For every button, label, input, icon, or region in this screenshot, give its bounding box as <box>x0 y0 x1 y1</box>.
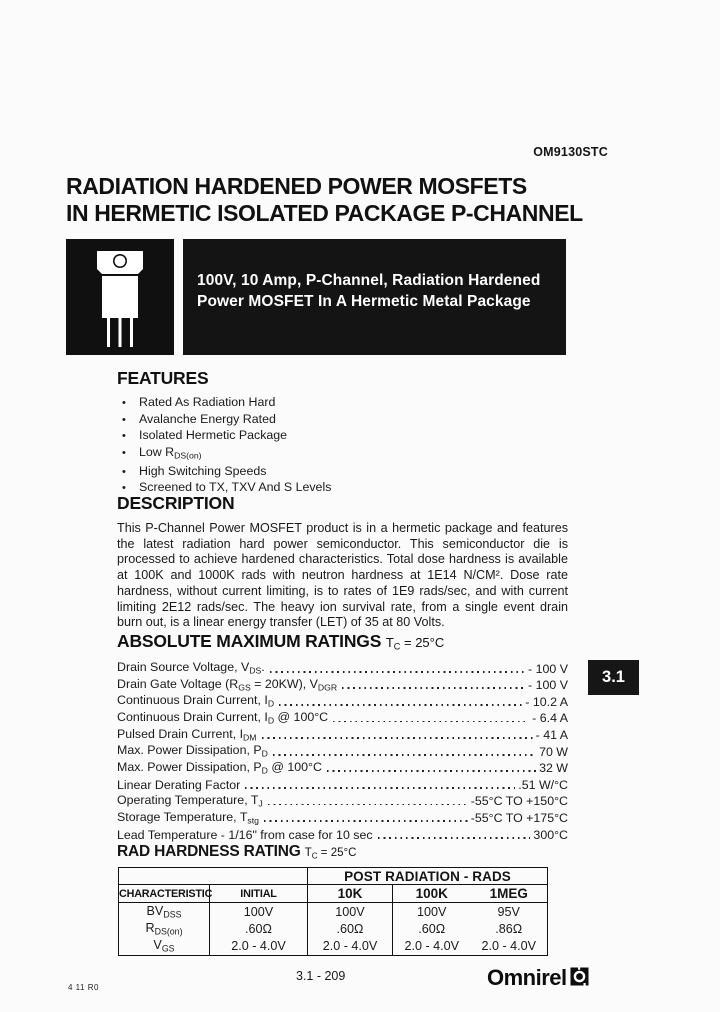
feature-text: • Avalanche Energy Rated <box>139 411 276 426</box>
rating-value: - 100 V <box>528 678 568 693</box>
column-header: 1MEG <box>471 885 548 903</box>
rating-row <box>117 725 568 742</box>
feature-item <box>117 428 569 445</box>
feature-item <box>117 464 569 481</box>
rating-label: Max. Power Dissipation, $P_D$ @ 100°C <box>117 759 322 776</box>
dot-leader <box>264 820 468 822</box>
table-row <box>119 938 548 956</box>
value-cell: .60Ω <box>308 920 393 938</box>
rating-value: 300°C <box>533 827 568 842</box>
features-list <box>117 395 569 497</box>
feature-text: • Screened to TX, TXV And S Levels <box>139 480 332 495</box>
dot-leader <box>333 721 529 723</box>
abs-max-ratings-condition: $T_C = 25^\circ C$ <box>385 635 445 652</box>
dot-leader <box>342 687 525 689</box>
rating-row <box>117 759 568 776</box>
feature-text: • Low $R_{DS(on)}$ <box>139 444 202 460</box>
dot-leader <box>378 837 531 839</box>
rating-value: - 10.2 A <box>525 694 568 709</box>
value-cell: 100V <box>308 903 393 921</box>
rating-label: Max. Power Dissipation, $P_D$ <box>117 743 268 759</box>
rad-hardness-heading-text: RAD HARDNESS RATING <box>117 843 301 860</box>
rad-hardness-section <box>117 843 557 956</box>
rating-value: - 100 V <box>528 661 568 676</box>
rating-label: Continuous Drain Current, $I_D$ @ 100°C <box>117 709 329 726</box>
dot-leader <box>273 754 536 756</box>
rating-row <box>117 659 568 676</box>
section-tab-badge: 3.1 <box>588 660 639 695</box>
rating-label: Drain Gate Voltage $(R_{GS} = 20KW)$, $V_{DGR}$ <box>117 676 338 693</box>
column-header: CHARACTERISTIC <box>119 885 210 903</box>
dot-leader <box>268 804 468 806</box>
column-header: 10K <box>308 885 393 903</box>
features-heading: FEATURES <box>117 368 209 388</box>
footer-revision: 4 11 R0 <box>68 983 99 992</box>
value-cell: 100V <box>393 903 471 921</box>
rad-hardness-heading <box>117 843 557 861</box>
table-row <box>119 903 548 921</box>
rating-value: 70 W <box>539 744 568 759</box>
value-cell: 100V <box>210 903 308 921</box>
value-cell: 95V <box>497 904 520 919</box>
page-title-line1: RADIATION HARDENED POWER MOSFETS <box>66 173 527 199</box>
rating-label: Linear Derating Factor <box>117 777 241 792</box>
table-column-header-row <box>119 885 548 903</box>
package-image <box>66 239 174 355</box>
product-banner <box>183 239 566 355</box>
logo-text: Omnirel <box>487 965 567 990</box>
column-header: 100K <box>393 885 471 903</box>
rating-row <box>117 676 568 693</box>
post-radiation-header: POST RADIATION - RADS <box>308 868 548 885</box>
rating-value: - 41 A <box>535 727 568 742</box>
rad-hardness-condition: $T_C = 25^\circ C$ <box>304 847 357 861</box>
rating-label: Operating Temperature, $T_J$ <box>117 792 263 809</box>
page-title <box>66 173 583 226</box>
omnirel-logo-icon <box>570 966 589 992</box>
to220-package-icon <box>74 245 166 349</box>
rating-row <box>117 742 568 759</box>
table-row <box>119 920 548 938</box>
footer-logo <box>487 964 589 992</box>
feature-item <box>117 445 569 464</box>
features-section <box>117 368 569 497</box>
banner-line1: 100V, 10 Amp, P-Channel, Radiation Hardened <box>197 272 541 289</box>
rating-row <box>117 808 568 825</box>
part-number: OM9130STC <box>533 145 608 159</box>
value-cell: 2.0 - 4.0V <box>393 938 471 956</box>
value-cell: .86Ω <box>495 921 523 936</box>
table-empty-cell <box>119 868 308 885</box>
dot-leader <box>262 737 533 739</box>
rating-label: Continuous Drain Current, $I_D$ <box>117 693 275 709</box>
table-span-header-row <box>119 868 548 885</box>
rating-label: Lead Temperature - 1/16" from case for 10 sec <box>117 827 373 842</box>
rad-hardness-table <box>118 867 548 956</box>
abs-max-ratings-heading <box>117 631 568 652</box>
feature-text: • High Switching Speeds <box>139 463 267 478</box>
column-header: INITIAL <box>210 885 308 903</box>
description-section <box>117 493 568 631</box>
ratings-list <box>117 659 568 842</box>
value-cell: 2.0 - 4.0V <box>481 939 537 953</box>
rating-label: Storage Temperature, $T_{stg}$ <box>117 809 259 825</box>
rating-value: - 6.4 A <box>532 711 568 726</box>
rating-row <box>117 775 568 792</box>
rating-value: -55°C TO +150°C <box>470 794 568 809</box>
footer-page-number: 3.1 - 209 <box>296 969 346 983</box>
banner-line2: Power MOSFET In A Hermetic Metal Package <box>197 293 531 310</box>
banner-row <box>66 239 566 355</box>
rating-row <box>117 825 568 842</box>
characteristic-cell: $BV_{DSS}$ <box>146 903 182 920</box>
rating-value: 32 W <box>539 761 568 776</box>
abs-max-ratings-section <box>117 631 568 842</box>
feature-item <box>117 395 569 412</box>
rating-label: Drain Source Voltage, $V_{DS}$. <box>117 660 265 676</box>
characteristic-cell: $R_{DS(on)}$ <box>145 921 183 937</box>
rating-row <box>117 692 568 709</box>
feature-text: • Rated As Radiation Hard <box>139 395 276 409</box>
description-heading: DESCRIPTION <box>117 493 235 513</box>
dot-leader <box>245 787 515 789</box>
page-title-line2: IN HERMETIC ISOLATED PACKAGE P-CHANNEL <box>66 199 583 226</box>
description-body: This P-Channel Power MOSFET product is in a hermetic package and features the latest radiation hard power semiconductor. This semiconductor die is processed to achieve hardened characteristics. Total dose hardness is available at 100K and 1000K rads with neutron hardness at 1E14 N/CM². Dose rate hardness, without current limiting, is to rates of 1E9 rads/sec, and with current limiting 2E12 rads/sec. The heavy ion survival rate, from a single event drain burn out, is a linear energy transfer (LET) of 35 at 80 Volts. <box>117 521 568 630</box>
dot-leader <box>279 704 522 706</box>
feature-text: • Isolated Hermetic Package <box>139 428 288 442</box>
rating-label: Pulsed Drain Current, $I_{DM}$ <box>117 726 257 742</box>
dot-leader <box>327 770 536 772</box>
value-cell: 2.0 - 4.0V <box>210 938 308 956</box>
value-cell: .60Ω <box>210 920 308 938</box>
rating-value: .51 W/°C <box>518 777 568 792</box>
dot-leader <box>270 671 525 673</box>
abs-max-ratings-heading-text: ABSOLUTE MAXIMUM RATINGS <box>117 631 382 651</box>
value-cell: .60Ω <box>393 920 471 938</box>
rating-value: -55°C TO +175°C <box>470 810 568 825</box>
rating-row <box>117 792 568 809</box>
feature-item <box>117 412 569 429</box>
rating-row <box>117 709 568 726</box>
value-cell: 2.0 - 4.0V <box>308 938 393 956</box>
characteristic-cell: $V_{GS}$ <box>153 938 175 954</box>
